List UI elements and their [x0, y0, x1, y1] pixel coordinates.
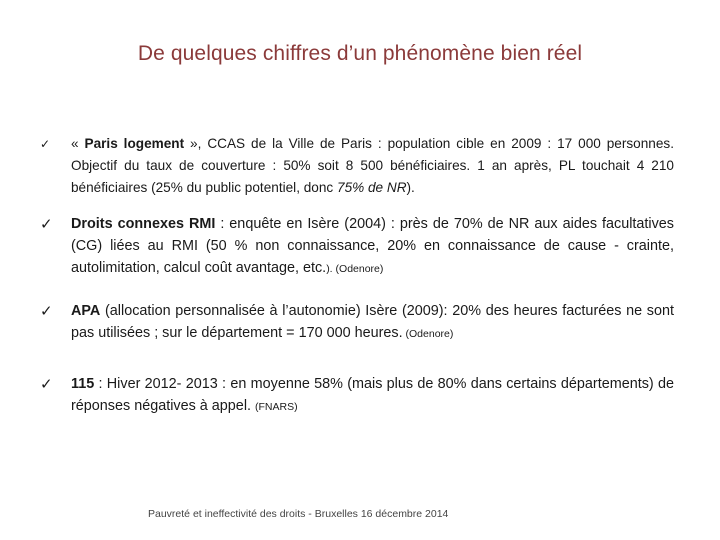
- checkmark-icon: ✓: [40, 302, 53, 320]
- bullet-text: , CCAS de la Ville de Paris : population cible en 2009 : 17 000 personnes. Objectif du taux de couverture : 50% soit 8 500 bénéficiaires. 1 an après, PL touchait 4 210 bénéficiaires (25% du public potentiel, donc: [71, 136, 675, 195]
- bullet-list: [40, 133, 674, 418]
- bullet-115: [40, 373, 674, 418]
- slide-title: De quelques chiffres d’un phénomène bien réel: [137, 42, 583, 65]
- open-quote: «: [71, 136, 85, 151]
- bullet-text: : Hiver 2012- 2013 : en moyenne 58% (mais plus de 80% dans certains départements) de réponses négatives à appel.: [71, 376, 674, 414]
- bullet-heading: Droits connexes RMI: [71, 216, 216, 232]
- bullet-end: ).: [406, 180, 415, 195]
- close-quote: »: [184, 136, 198, 151]
- bullet-heading: APA: [71, 303, 101, 319]
- bullet-text: : enquête en Isère (2004) : près de 70% de NR aux aides facultatives (CG) liées au RMI (50 % non connaissance, 20% en connaissance de cause - crainte, autolimitation, calcul coût avantage, etc.: [71, 216, 674, 276]
- bullet-paris-logement: [40, 133, 674, 199]
- bullet-heading: 115: [71, 376, 95, 392]
- bullet-source: (Odenore): [332, 263, 384, 275]
- slide-footer: Pauvreté et ineffectivité des droits - Bruxelles 16 décembre 2014: [148, 508, 449, 520]
- bullet-text: (allocation personnalisée à l’autonomie) Isère (2009): 20% des heures facturées ne sont pas utilisées ; sur le département = 170 000 heures.: [71, 303, 674, 341]
- bullet-heading: Paris logement: [84, 136, 185, 151]
- checkmark-icon: ✓: [40, 137, 51, 151]
- bullet-italic: 75% de NR: [337, 180, 407, 195]
- checkmark-icon: ✓: [40, 215, 53, 233]
- bullet-source: (Odenore): [402, 328, 454, 340]
- bullet-source: (FNARS): [255, 401, 298, 413]
- checkmark-icon: ✓: [40, 375, 53, 393]
- bullet-apa: [40, 300, 674, 345]
- bullet-droits-connexes-rmi: [40, 213, 674, 280]
- bullet-end: ).: [326, 263, 333, 275]
